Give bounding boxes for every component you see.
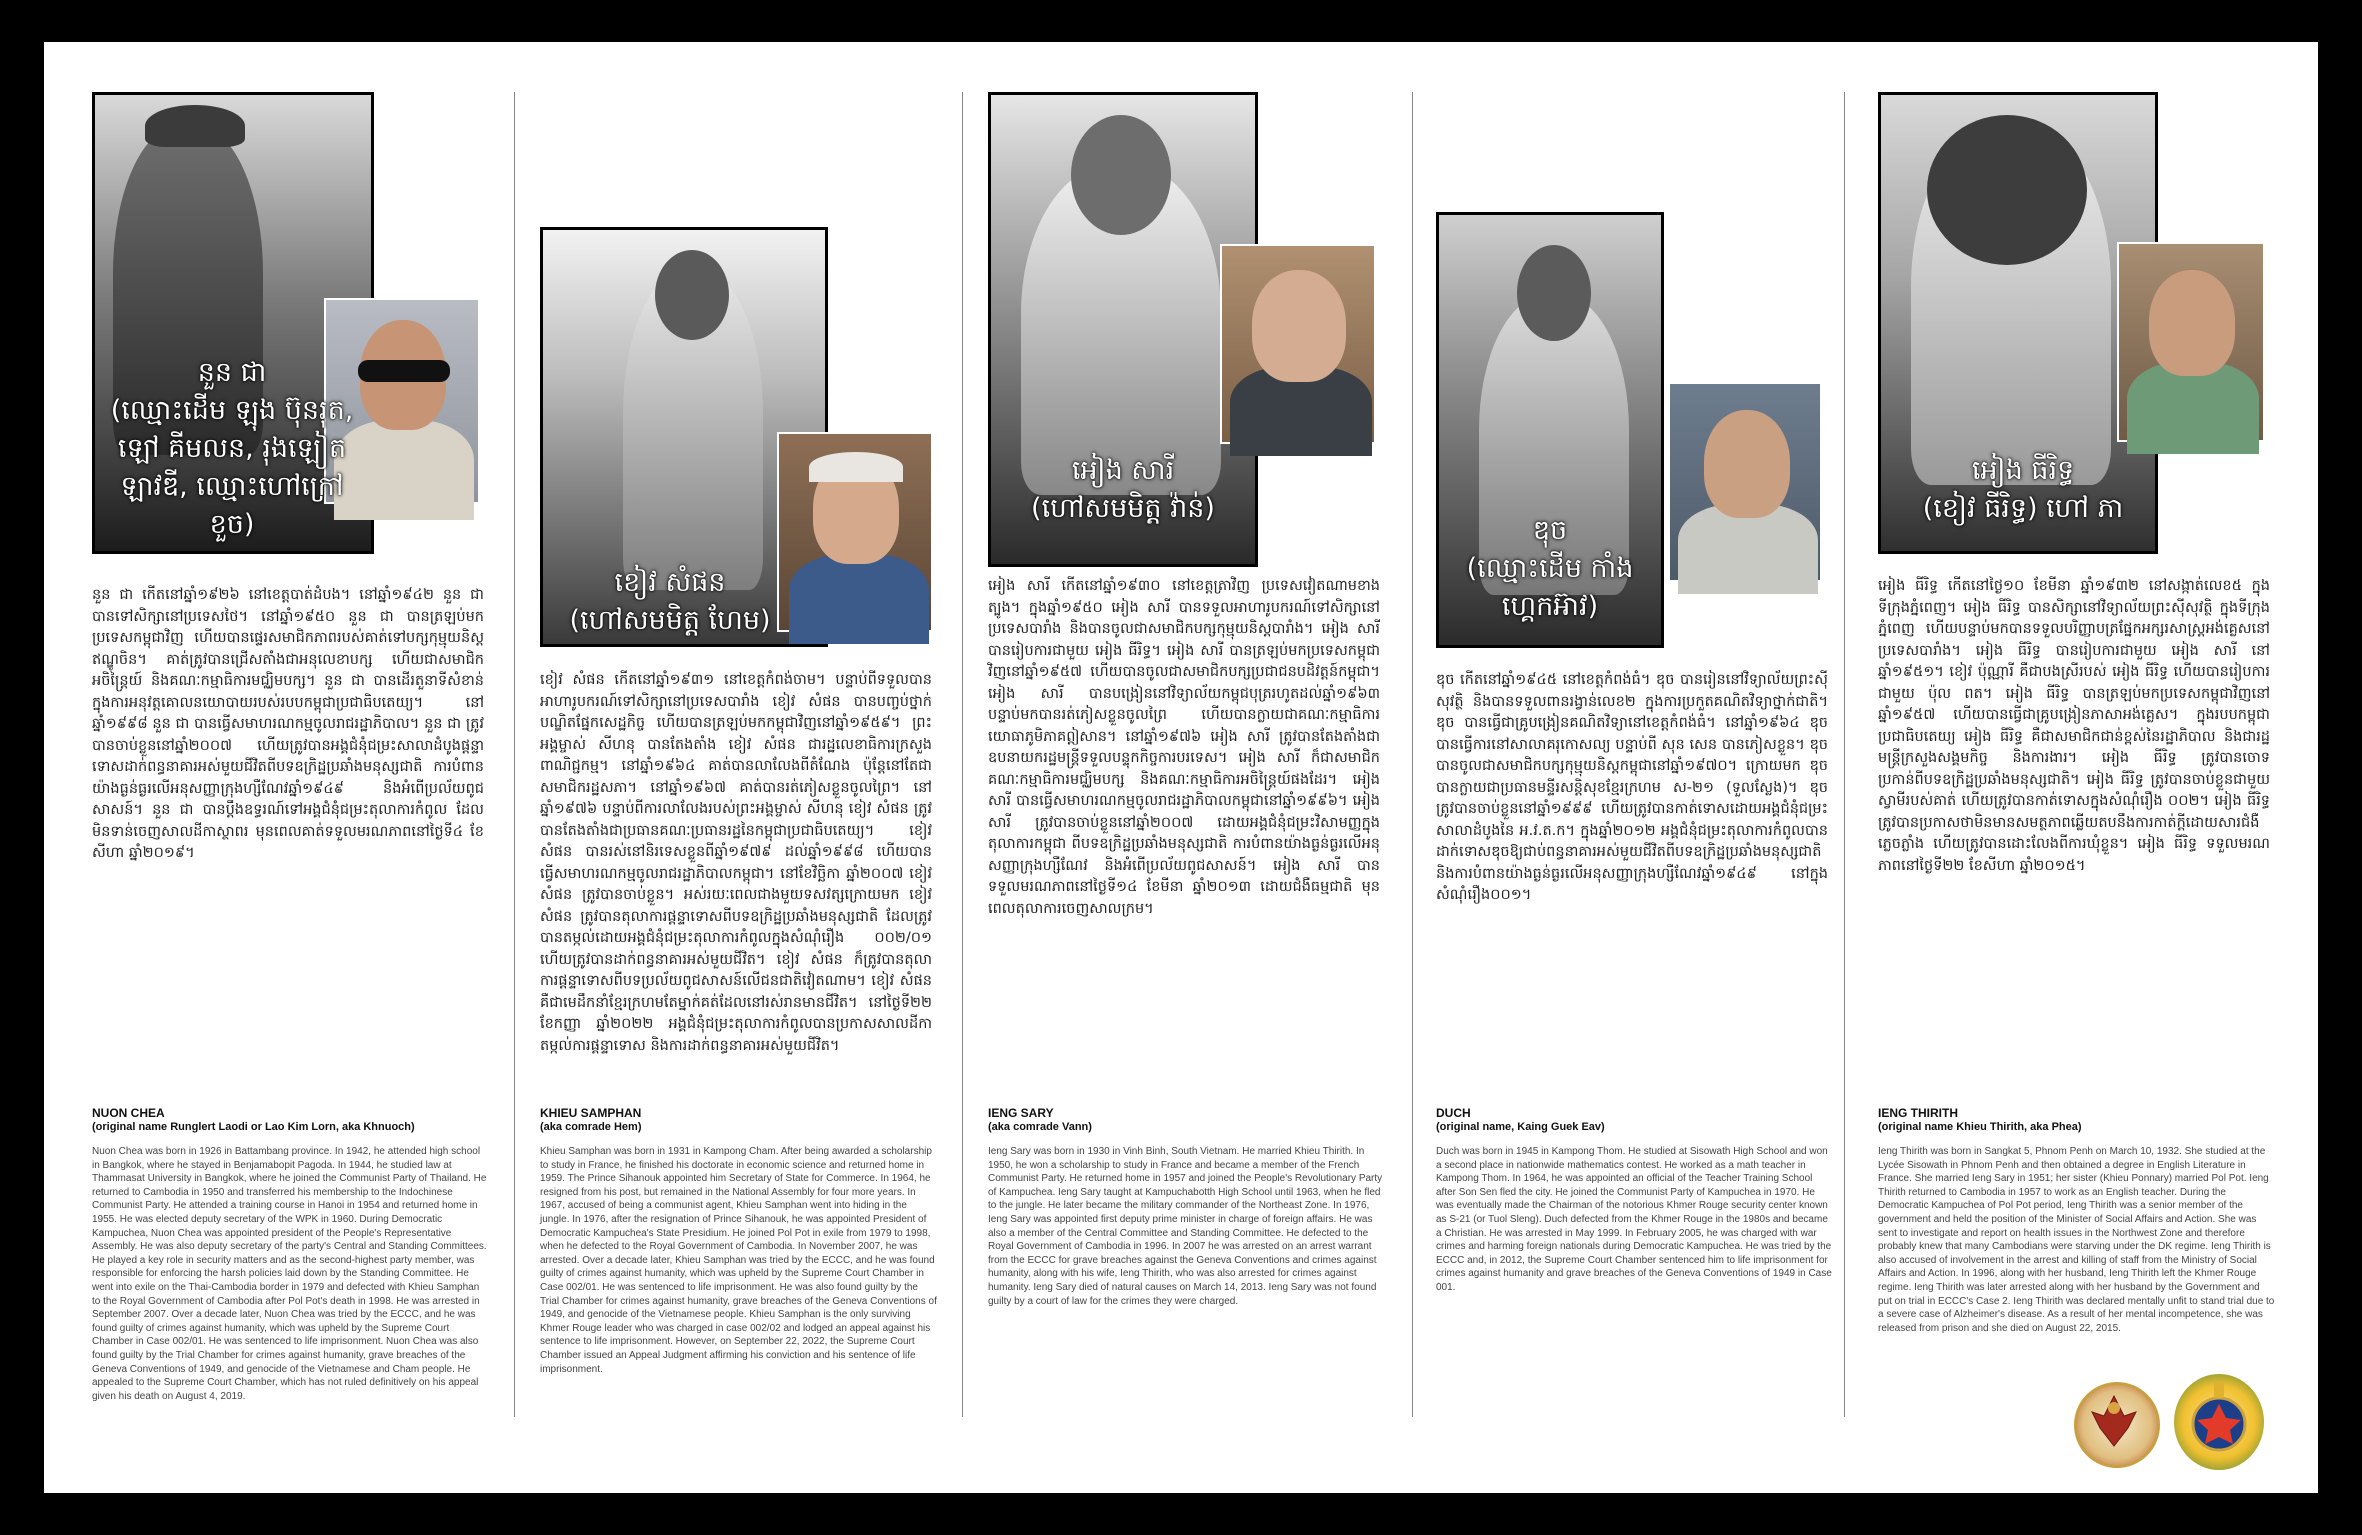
profile-ieng-thirith <box>1878 92 2298 1417</box>
caption-text: ឌុច (ឈ្មោះដើម កាំង ហ្គេកអ៊ាវ) <box>1466 515 1634 622</box>
poster-panel <box>44 42 2318 1493</box>
recent-photo <box>1220 244 1376 444</box>
caption-text: អៀង ធីរិទ្ធ (ខៀវ ធីរិទ្ធ) ហៅ ភា <box>1922 455 2124 524</box>
english-alias: (original name Khieu Thirith, aka Phea) <box>1878 1121 2082 1133</box>
english-alias: (aka comrade Hem) <box>540 1121 642 1133</box>
english-alias: (aka comrade Vann) <box>988 1121 1092 1133</box>
english-biography: Duch was born in 1945 in Kampong Thom. He studied at Sisowath High School and won a second place in nationwide mathematics contest. He worked as a math teacher in Kampong Thom. In 1964, he was appointed an official of the Teacher Training School after Son Sen fled the city. He joined the Communist Party of Kampuchea in 1970. He was eventually made the Chairman of the notorious Khmer Rouge security center known as S-21 (or Tuol Sleng). Duch defected from the Khmer Rouge in the 1980s and became a Christian. He was arrested in May 1999. In February 2005, he was charged with war crimes and harming foreign nationals during Democratic Kampuchea. He was tried by the ECCC and, in 2012, the Supreme Court Chamber sentenced him to life imprisonment for crimes against humanity and grave breaches of the Geneva Conventions of 1949 in Case 001. <box>1436 1146 1832 1293</box>
khmer-name-caption <box>540 564 800 640</box>
khmer-name-caption <box>1436 512 1664 626</box>
english-biography: Nuon Chea was born in 1926 in Battambang province. In 1942, he attended high school in Bangkok, where he stayed in Benjamabopit Pagoda. In 1944, he studied law at Thammasat University in Bangkok, where he joined the Communist Party of Thailand. He returned to Cambodia in 1950 and transferred his membership to the Indochinese Communist Party. He attended a training course in Hanoi in 1954 and returned home in 1955. He was elected deputy secretary of the WPK in 1960. During Democratic Kampuchea, Nuon Chea was appointed president of the People's Representative Assembly. He was also deputy secretary of the party's Central and Standing Committees. He played a key role in security matters and as the second-highest party member, was responsible for enforcing the harsh policies laid down by the Standing Committee. He went into exile on the Thai-Cambodia border in 1979 and defected with Khieu Samphan to the Royal Government of Cambodia after Pol Pot's death in 1998. He was arrested in September 2007. Over a decade later, Nuon Chea was tried by the ECCC, and he was found guilty of crimes against humanity, which was upheld by the Supreme Court Chamber in Case 002/01. He was sentenced to life imprisonment. Nuon Chea was also found guilty by the Trial Chamber for crimes against humanity, grave breaches of the Geneva Conventions of 1949, and genocide of the Vietnamese and Cham people. He appealed to the Supreme Court Chamber, which has not ruled definitively on his appeal given his death on August 4, 2019. <box>92 1146 487 1402</box>
english-name: IENG SARY <box>988 1106 1054 1120</box>
english-name: KHIEU SAMPHAN <box>540 1106 642 1120</box>
column-divider <box>1412 92 1413 1417</box>
recent-photo <box>1668 382 1822 582</box>
caption-text: នួន ជា (ឈ្មោះដើម ឡុង ប៊ុនរុត, ឡៅ គីមលន, រុងឡៀត ឡាវឌី, ឈ្មោះហៅក្រៅ ខួច) <box>110 357 354 540</box>
column-divider <box>962 92 963 1417</box>
khmer-name-caption <box>1898 452 2148 528</box>
english-biography: Ieng Thirith was born in Sangkat 5, Phnom Penh on March 10, 1932. She studied at the Lycée Sisowath in Phnom Penh and then obtained a degree in English Literature in France. She married Ieng Sary in 1951; her sister (Khieu Ponnary) married Pol Pot. Ieng Thirith returned to Cambodia in 1957 to work as an English teacher. During the Democratic Kampuchea of Pol Pot period, Ieng Thirith was a senior member of the government and held the position of the Minister of Social Affairs and Action. She was sent to investigate and report on health issues in the Northwest Zone and therefore probably knew that many Cambodians were starving under the DK regime. Ieng Thirith is also accused of involvement in the arrest and killing of staff from the Ministry of Social Affairs and Action. In 1996, along with her husband, Ieng Thirith left the Khmer Rouge regime. Ieng Thirith was later arrested along with her husband by the Government and put on trial in ECCC's Case 2. Ieng Thirith was declared mentally unfit to stand trial due to a severe case of Alzheimer's disease. As a result of her mental incompetence, she was released from prison and she died on August 22, 2015. <box>1878 1146 2275 1334</box>
khmer-name-caption <box>102 354 362 544</box>
khmer-biography: អៀង សារី កើតនៅឆ្នាំ១៩៣០ នៅខេត្តត្រាវិញ ប្រទេសវៀតណាមខាងត្បូង។ ក្នុងឆ្នាំ១៩៥០ អៀង សារី បានទទួលអាហារូបករណ៍ទៅសិក្សានៅប្រទេសបារាំង និងបានចូលជាសមាជិកបក្សកុម្មុយនិស្តបារាំង។ អៀង សារី បានរៀបការជាមួយ អៀង ធីរិទ្ធ។ អៀង សារី បានត្រឡប់មកប្រទេសកម្ពុជាវិញនៅឆ្នាំ១៩៥៧ ហើយបានចូលជាសមាជិកបក្សប្រជាជនបដិវត្តន៍កម្ពុជា។ អៀង សារី បានបង្រៀននៅវិទ្យាល័យកម្ពុជបុត្ររហូតដល់ឆ្នាំ១៩៦៣ បន្ទាប់មកបានរត់ភៀសខ្លួនចូលព្រៃ ហើយបានក្លាយជាគណៈកម្មាធិការយោធាភូមិភាគឦសាន។ នៅឆ្នាំ១៩៧៦ អៀង សារី ត្រូវបានតែងតាំងជាឧបនាយករដ្ឋមន្ត្រីទទួលបន្ទុកកិច្ចការបរទេស។ អៀង សារី ក៏ជាសមាជិកគណៈកម្មាធិការមជ្ឈិមបក្ស និងគណៈកម្មាធិការអចិន្ត្រៃយ៍ផងដែរ។ អៀង សារី បានធ្វើសមាហរណកម្មចូលរាជរដ្ឋាភិបាលកម្ពុជានៅឆ្នាំ១៩៩៦។ អៀង សារី ត្រូវបានចាប់ខ្លួននៅឆ្នាំ២០០៧ ដោយអង្គជំនុំជម្រះវិសាមញ្ញក្នុងតុលាការកម្ពុជា ពីបទឧក្រិដ្ឋប្រឆាំងមនុស្សជាតិ ការបំពានយ៉ាងធ្ងន់ធ្ងរលើអនុសញ្ញាក្រុងហ្សឺណែវ និងអំពើប្រល័យពូជសាសន៍។ អៀង សារី បានទទួលមរណភាពនៅថ្ងៃទី១៤ ខែមីនា ឆ្នាំ២០១៣ ដោយជំងឺធម្មជាតិ មុនពេលតុលាការចេញសាលក្រម។ <box>988 578 1380 917</box>
column-divider <box>1844 92 1845 1417</box>
english-biography: Ieng Sary was born in 1930 in Vinh Binh, South Vietnam. He married Khieu Thirith. In 1950, he won a scholarship to study in France and became a member of the French Communist Party. He returned home in 1957 and joined the People's Revolutionary Party of Kampuchea. Ieng Sary taught at Kampuchabotth High School until 1963, when he fled to the jungle. He later became the military commander of the Northeast Zone. In 1976, Ieng Sary was appointed first deputy prime minister in charge of foreign affairs. He was also a member of the Central Committee and Standing Committee. He defected to the Royal Government of Cambodia in 1996. In 2007 he was arrested on an arrest warrant from the ECCC for grave breaches against the Geneva Conventions and crimes against humanity, along with his wife, Ieng Thirith, who was also arrested for crimes against humanity. Ieng Sary died of natural causes on March 14, 2013. Ieng Sary was not found guilty by a court of law for the crimes they were charged. <box>988 1146 1383 1307</box>
english-name: IENG THIRITH <box>1878 1106 1958 1120</box>
english-name: DUCH <box>1436 1106 1471 1120</box>
profile-duch <box>1436 92 1856 1417</box>
profile-ieng-sary <box>988 92 1408 1417</box>
column-divider <box>514 92 515 1417</box>
recent-photo <box>2117 242 2265 442</box>
caption-text: អៀង សារី (ហៅសមមិត្ត វ៉ាន់) <box>1031 455 1215 524</box>
khmer-name-caption <box>998 452 1248 528</box>
khmer-biography: ខៀវ សំផន កើតនៅឆ្នាំ១៩៣១ នៅខេត្តកំពង់ចាម។ បន្ទាប់ពីទទួលបានអាហារូបករណ៍ទៅសិក្សានៅប្រទេសបារាំង ខៀវ សំផន បានបញ្ចប់ថ្នាក់បណ្ឌិតផ្នែកសេដ្ឋកិច្ច ហើយបានត្រឡប់មកកម្ពុជាវិញនៅឆ្នាំ១៩៥៩។ ព្រះអង្គម្ចាស់ សីហនុ បានតែងតាំង ខៀវ សំផន ជារដ្ឋលេខាធិការក្រសួងពាណិជ្ជកម្ម។ នៅឆ្នាំ១៩៦៤ គាត់បានលាលែងពីតំណែង ប៉ុន្តែនៅតែជាសមាជិករដ្ឋសភា។ នៅឆ្នាំ១៩៦៧ គាត់បានរត់ភៀសខ្លួនចូលព្រៃ។ នៅឆ្នាំ១៩៧៦ បន្ទាប់ពីការលាលែងរបស់ព្រះអង្គម្ចាស់ សីហនុ ខៀវ សំផន ត្រូវបានតែងតាំងជាប្រធានគណៈប្រធានរដ្ឋនៃកម្ពុជាប្រជាធិបតេយ្យ។ ខៀវ សំផន បានរស់នៅនិរទេសខ្លួនពីឆ្នាំ១៩៧៩ ដល់ឆ្នាំ១៩៩៨ ហើយបានធ្វើសមាហរណកម្មចូលរាជរដ្ឋាភិបាលកម្ពុជា។ នៅខែវិច្ឆិកា ឆ្នាំ២០០៧ ខៀវ សំផន ត្រូវបានចាប់ខ្លួន។ អស់រយៈពេលជាងមួយទសវត្សក្រោយមក ខៀវ សំផន ត្រូវបានតុលាការផ្តន្ទាទោសពីបទឧក្រិដ្ឋប្រឆាំងមនុស្សជាតិ ដែលត្រូវបានតម្កល់ដោយអង្គជំនុំជម្រះតុលាការកំពូលក្នុងសំណុំរឿង ០០២/០១ ហើយត្រូវបានដាក់ពន្ធនាគារអស់មួយជីវិត។ ខៀវ សំផន ក៏ត្រូវបានតុលាការផ្តន្ទាទោសពីបទប្រល័យពូជសាសន៍លើជនជាតិវៀតណាម។ ខៀវ សំផន គឺជាមេដឹកនាំខ្មែរក្រហមតែម្នាក់គត់ដែលនៅរស់រានមានជីវិត។ នៅថ្ងៃទី២២ ខែកញ្ញា ឆ្នាំ២០២២ អង្គជំនុំជម្រះតុលាការកំពូលបានប្រកាសសាលដីកាតម្កល់ការផ្តន្ទាទោស និងការដាក់ពន្ធនាគារអស់មួយជីវិត។ <box>540 672 932 1054</box>
profile-nuon-chea <box>92 92 512 1417</box>
seal-crest-icon <box>2174 1374 2264 1470</box>
recent-photo <box>777 432 933 632</box>
garuda-emblem-icon <box>2074 1382 2154 1462</box>
english-name: NUON CHEA <box>92 1106 165 1120</box>
english-alias: (original name Runglert Laodi or Lao Kim Lorn, aka Khnuoch) <box>92 1121 415 1133</box>
profile-khieu-samphan <box>540 92 960 1417</box>
institution-logo <box>2074 1382 2160 1468</box>
caption-text: ខៀវ សំផន (ហៅសមមិត្ត ហែម) <box>569 567 771 636</box>
english-biography: Khieu Samphan was born in 1931 in Kampong Cham. After being awarded a scholarship to study in France, he finished his doctorate in economic science and returned home in 1959. The Prince Sihanouk appointed him Secretary of State for Commerce. In 1964, he resigned from his post, but remained in the National Assembly for four more years. In 1967, accused of being a communist agent, Khieu Samphan went into hiding in the jungle. In 1976, after the resignation of Prince Sihanouk, he was appointed President of Democratic Kampuchea's State Presidium. He joined Pol Pot in exile from 1979 to 1998, when he defected to the Royal Government of Cambodia. In November 2007, he was arrested. Over a decade later, Khieu Samphan was tried by the ECCC, and he was found guilty of crimes against humanity, which was upheld by the Supreme Court Chamber in Case 002/01. He was sentenced to life imprisonment. He was also found guilty by the Trial Chamber for crimes against humanity, grave breaches of the Geneva Conventions of 1949, and genocide of the Vietnamese people. Khieu Samphan is the only surviving Khmer Rouge leader who was charged in case 002/02 and lodged an appeal against his sentence to life imprisonment. However, on September 22, 2022, the Supreme Court Chamber issued an Appeal Judgment affirming his conviction and his sentence of life imprisonment. <box>540 1146 937 1375</box>
english-alias: (original name, Kaing Guek Eav) <box>1436 1121 1605 1133</box>
khmer-biography: នួន ជា កើតនៅឆ្នាំ១៩២៦ នៅខេត្តបាត់ដំបង។ នៅឆ្នាំ១៩៤២ នួន ជា បានទៅសិក្សានៅប្រទេសថៃ។ នៅឆ្នាំ១៩៥០ នួន ជា បានត្រឡប់មកប្រទេសកម្ពុជាវិញ ហើយបានផ្ទេរសមាជិកភាពរបស់គាត់ទៅបក្សកុម្មុយនិស្តឥណ្ឌូចិន។ គាត់ត្រូវបានជ្រើសតាំងជាអនុលេខាបក្ស ហើយជាសមាជិកអចិន្ត្រៃយ៍ និងគណៈកម្មាធិការមជ្ឈិមបក្ស។ នួន ជា បានដើរតួនាទីសំខាន់ក្នុងការអនុវត្តគោលនយោបាយរបស់របបកម្ពុជាប្រជាធិបតេយ្យ។ នៅឆ្នាំ១៩៩៨ នួន ជា បានធ្វើសមាហរណកម្មចូលរាជរដ្ឋាភិបាល។ នួន ជា ត្រូវបានចាប់ខ្លួននៅឆ្នាំ២០០៧ ហើយត្រូវបានអង្គជំនុំជម្រះសាលាដំបូងផ្តន្ទាទោសដាក់ពន្ធនាគារអស់មួយជីវិតពីបទឧក្រិដ្ឋប្រឆាំងមនុស្សជាតិ ការបំពានយ៉ាងធ្ងន់ធ្ងរលើអនុសញ្ញាក្រុងហ្សឺណែវឆ្នាំ១៩៤៩ និងអំពើប្រល័យពូជសាសន៍។ នួន ជា បានប្តឹងឧទ្ធរណ៍ទៅអង្គជំនុំជម្រះតុលាការកំពូល ដែលមិនទាន់ចេញសាលដីកាស្ថាពរ មុនពេលគាត់ទទួលមរណភាពនៅថ្ងៃទី៤ ខែសីហា ឆ្នាំ២០១៩។ <box>92 587 484 861</box>
court-seal-logo <box>2174 1374 2264 1470</box>
khmer-biography: ឌុច កើតនៅឆ្នាំ១៩៤៥ នៅខេត្តកំពង់ធំ។ ឌុច បានរៀននៅវិទ្យាល័យព្រះស៊ីសុវត្ថិ និងបានទទួលពានរង្វាន់លេខ២ ក្នុងការប្រកួតគណិតវិទ្យាថ្នាក់ជាតិ។ ឌុច បានធ្វើជាគ្រូបង្រៀនគណិតវិទ្យានៅខេត្តកំពង់ធំ។ នៅឆ្នាំ១៩៦៤ ឌុច បានធ្វើការនៅសាលាគរុកោសល្យ បន្ទាប់ពី សុន សេន បានភៀសខ្លួន។ ឌុច បានចូលជាសមាជិកបក្សកុម្មុយនិស្តកម្ពុជានៅឆ្នាំ១៩៧០។ ក្រោយមក ឌុច បានក្លាយជាប្រធានមន្ទីរសន្តិសុខខ្មែរក្រហម ស-២១ (ទួលស្លែង)។ ឌុច ត្រូវបានចាប់ខ្លួននៅឆ្នាំ១៩៩៩ ហើយត្រូវបានកាត់ទោសដោយអង្គជំនុំជម្រះសាលាដំបូងនៃ អ.វ.ត.ក។ ក្នុងឆ្នាំ២០១២ អង្គជំនុំជម្រះតុលាការកំពូលបានដាក់ទោសឌុចឱ្យជាប់ពន្ធនាគារអស់មួយជីវិតពីបទឧក្រិដ្ឋប្រឆាំងមនុស្សជាតិ និងការបំពានយ៉ាងធ្ងន់ធ្ងរលើអនុសញ្ញាក្រុងហ្សឺណែវឆ្នាំ១៩៤៩ នៅក្នុងសំណុំរឿង០០១។ <box>1436 672 1828 903</box>
khmer-biography: អៀង ធីរិទ្ធ កើតនៅថ្ងៃ១០ ខែមីនា ឆ្នាំ១៩៣២ នៅសង្កាត់លេខ៥ ក្នុងទីក្រុងភ្នំពេញ។ អៀង ធីរិទ្ធ បានសិក្សានៅវិទ្យាល័យព្រះស៊ីសុវត្ថិ ក្នុងទីក្រុងភ្នំពេញ ហើយបន្ទាប់មកបានទទួលបរិញ្ញាបត្រផ្នែកអក្សរសាស្ត្រអង់គ្លេសនៅប្រទេសបារាំង។ អៀង ធីរិទ្ធ បានរៀបការជាមួយ អៀង សារី នៅឆ្នាំ១៩៥១។ ខៀវ ប៉ុណ្ណារី គឺជាបងស្រីរបស់ អៀង ធីរិទ្ធ ហើយបានរៀបការជាមួយ ប៉ុល ពត។ អៀង ធីរិទ្ធ បានត្រឡប់មកប្រទេសកម្ពុជាវិញនៅឆ្នាំ១៩៥៧ ហើយបានធ្វើជាគ្រូបង្រៀនភាសាអង់គ្លេស។ ក្នុងរបបកម្ពុជាប្រជាធិបតេយ្យ អៀង ធីរិទ្ធ គឺជាសមាជិកជាន់ខ្ពស់នៃរដ្ឋាភិបាល និងជារដ្ឋមន្ត្រីក្រសួងសង្គមកិច្ច និងការងារ។ អៀង ធីរិទ្ធ ត្រូវបានចោទប្រកាន់ពីបទឧក្រិដ្ឋប្រឆាំងមនុស្សជាតិ។ អៀង ធីរិទ្ធ ត្រូវបានចាប់ខ្លួនជាមួយស្វាមីរបស់គាត់ ហើយត្រូវបានកាត់ទោសក្នុងសំណុំរឿង ០០២។ អៀង ធីរិទ្ធ ត្រូវបានប្រកាសថាមិនមានសមត្ថភាពឆ្លើយតបនឹងការកាត់ក្តីដោយសារជំងឺភ្លេចភ្លាំង ហើយត្រូវបានដោះលែងពីការឃុំខ្លួន។ អៀង ធីរិទ្ធ ទទួលមរណភាពនៅថ្ងៃទី២២ ខែសីហា ឆ្នាំ២០១៥។ <box>1878 578 2270 874</box>
